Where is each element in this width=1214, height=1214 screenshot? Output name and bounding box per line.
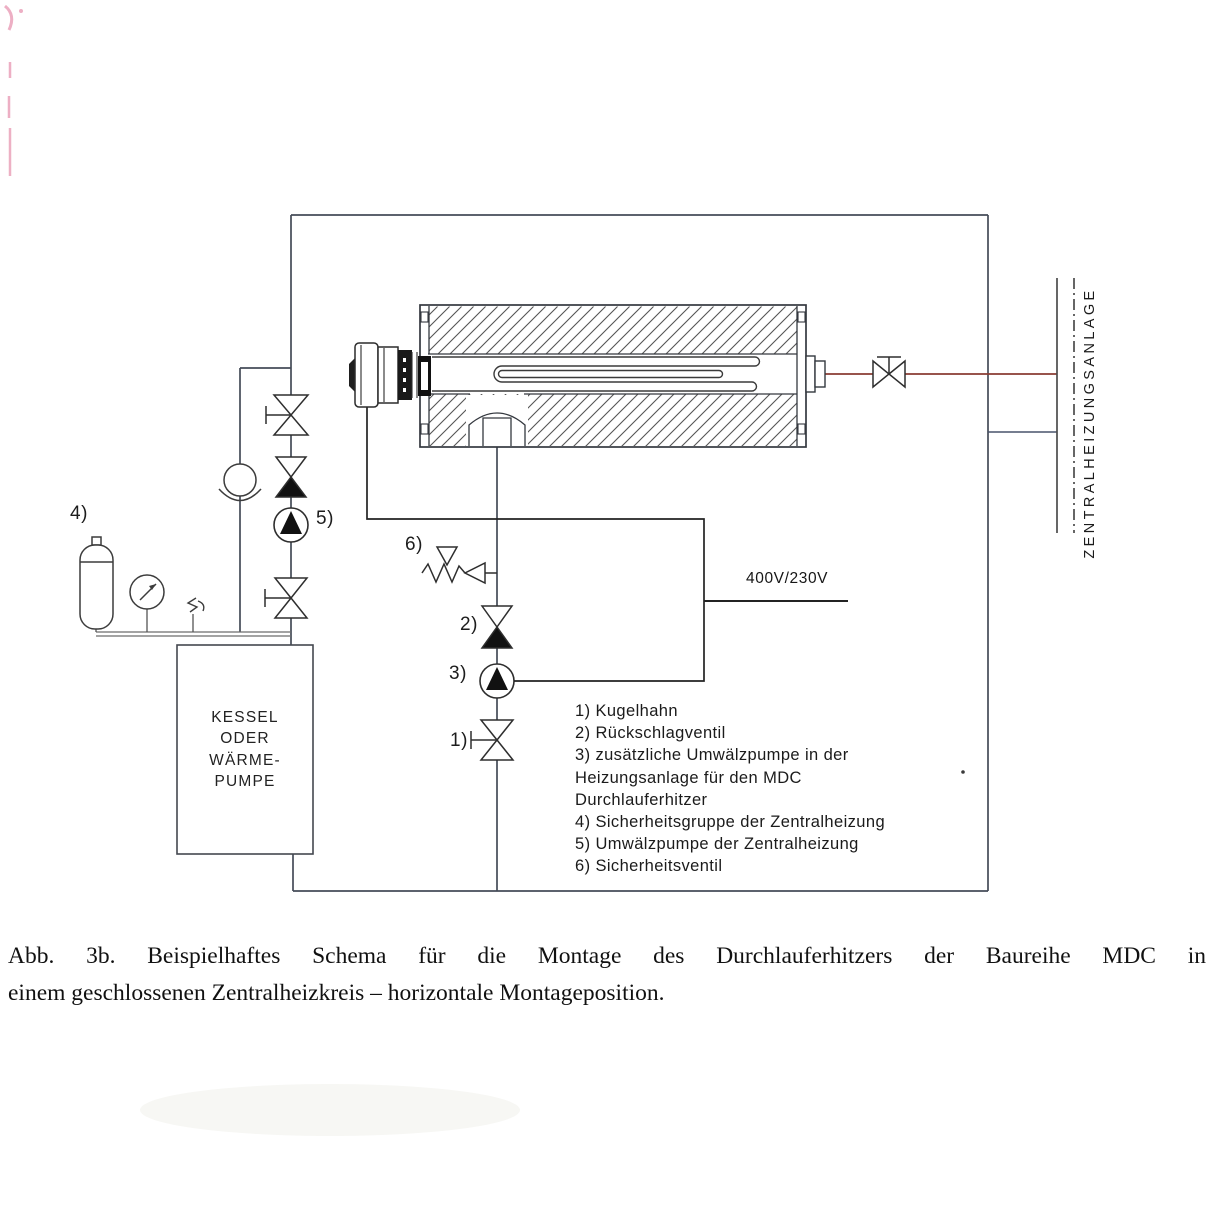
boiler-label-line: KESSEL: [211, 708, 279, 726]
heater-outlet-connector: [806, 356, 825, 392]
legend-line: 3) zusätzliche Umwälzpumpe in der: [575, 746, 849, 765]
pump-3-additional: [480, 664, 514, 698]
callout-5: 5): [316, 508, 334, 529]
pressure-gauge: [130, 575, 164, 609]
ball-valve-1: [471, 720, 513, 760]
callout-3: 3): [449, 663, 467, 684]
legend-line: 2) Rückschlagventil: [575, 724, 726, 743]
heater-electric-head: [349, 343, 431, 407]
air-vent-symbol: [188, 598, 204, 612]
caption-line-1: Abb. 3b. Beispielhaftes Schema für die Montage des Durchlauferhitzers der Baureihe MDC in: [8, 943, 1206, 969]
shutoff-valve-lower-left: [265, 578, 307, 618]
callout-4: 4): [70, 503, 88, 524]
legend-line: 1) Kugelhahn: [575, 702, 678, 720]
boiler-label-line: PUMPE: [214, 773, 276, 790]
heater-unit: [349, 305, 825, 447]
callout-1: 1): [450, 730, 468, 751]
boiler-label-line: ODER: [220, 730, 270, 747]
safety-valve-6: [422, 547, 497, 583]
central-heating-interface: [1057, 278, 1074, 533]
callout-2: 2): [460, 614, 478, 635]
boiler-label: [177, 645, 313, 854]
check-valve-2: [482, 606, 512, 648]
legend-line: 5) Umwälzpumpe der Zentralheizung: [575, 835, 859, 854]
pump-5-central-heating: [274, 508, 308, 542]
figure-caption: [8, 938, 1206, 1012]
expansion-vessel: [80, 537, 113, 629]
shutoff-valve-upper-left: [266, 395, 308, 435]
shutoff-valve-supply: [873, 357, 905, 387]
legend-line: 6) Sicherheitsventil: [575, 857, 723, 876]
boiler-label-line: WÄRME-: [209, 751, 281, 769]
scan-artifact: [5, 6, 23, 176]
safety-group: [96, 609, 291, 636]
legend-line: 4) Sicherheitsgruppe der Zentralheizung: [575, 813, 886, 832]
callout-6: 6): [405, 534, 423, 555]
legend-line: Heizungsanlage für den MDC: [575, 768, 802, 787]
scan-dot: [961, 770, 965, 774]
scan-smudge: [140, 1084, 520, 1136]
air-separator-symbol: [219, 464, 261, 501]
legend-line: Durchlauferhitzer: [575, 790, 708, 809]
heater-inlet-port: [466, 395, 528, 446]
central-heating-label: ZENTRALHEIZUNGSANLAGE: [1082, 287, 1098, 559]
check-valve-left: [276, 457, 306, 497]
legend: [575, 700, 885, 878]
electrical-wiring: [367, 407, 848, 681]
voltage-label: 400V/230V: [746, 570, 829, 587]
caption-line-2: einem geschlossenen Zentralheizkreis – horizontale Montageposition.: [8, 980, 665, 1006]
